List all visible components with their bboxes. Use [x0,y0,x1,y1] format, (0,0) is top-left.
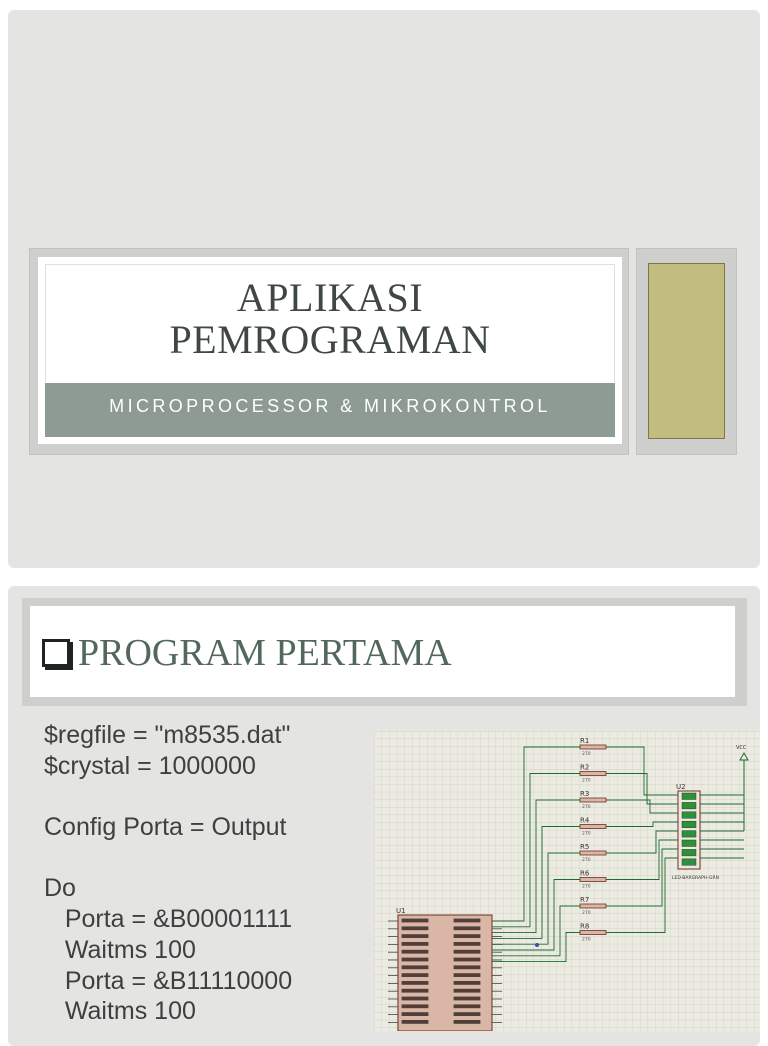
subtitle-bar [45,383,615,437]
code-line: Waitms 100 [44,935,196,964]
title-line-1: APLIKASI [236,275,424,320]
pin-name [454,950,480,953]
bargraph-segment [682,840,696,847]
slide-subtitle: MICROPROCESSOR & MIKROKONTROL [109,396,551,416]
pin-name [454,927,480,930]
bargraph-name: LED-BARGRAPH-GRN [672,876,719,881]
resistor [580,798,606,802]
resistor [580,878,606,882]
title-slide[interactable] [8,10,760,568]
pin-name [402,989,428,992]
resistor-value: 270 [582,778,591,784]
resistor-value: 270 [582,752,591,757]
pin-name [402,958,428,961]
pin-name [454,966,480,969]
heading-panel [30,606,735,697]
resistor [580,851,606,855]
pin-name [454,958,480,961]
pin-name [402,981,428,984]
title-panel [38,257,622,444]
resistor-label: R4 [580,816,590,825]
resistor [580,825,606,829]
code-line: $regfile = "m8535.dat" [44,721,291,749]
code-line [44,843,292,874]
vcc-label: VCC [736,745,747,751]
pin-name [454,981,480,984]
resistor-value: 270 [582,884,591,890]
pin-name [402,1005,428,1008]
pin-name [402,1020,428,1023]
content-slide[interactable] [8,586,760,1046]
checkbox-icon [42,639,70,667]
title-box [45,264,615,382]
resistor-label: R2 [580,763,590,772]
resistor-label: R3 [580,790,590,798]
resistor-label: R6 [580,869,590,878]
heading-frame [22,598,747,706]
pin-name [454,1020,480,1023]
resistor [580,772,606,776]
resistor-label: R8 [580,922,590,931]
chip-label: U1 [396,907,406,915]
bargraph-segment [682,859,696,866]
resistor-label: R1 [580,737,590,745]
pin-name [402,1013,428,1016]
pin-name [402,935,428,938]
accent-block [648,263,725,439]
pin-name [402,974,428,977]
pin-name [454,935,480,938]
bargraph-segment [682,793,696,800]
bargraph-segment [682,831,696,838]
accent-frame [636,248,737,455]
pin-name [454,942,480,945]
pin-name [454,989,480,992]
pin-name [402,950,428,953]
code-line: Waitms 100 [44,997,196,1026]
pin-name [454,974,480,977]
bargraph-segment [682,821,696,828]
bargraph-label: U2 [676,783,686,791]
resistor [580,904,606,908]
resistor-label: R7 [580,896,590,904]
bargraph-segment [682,812,696,819]
pin-name [454,1005,480,1008]
resistor [580,931,606,935]
pin-name [402,927,428,930]
resistor-value: 270 [582,858,591,863]
circuit-schematic [374,731,760,1031]
bargraph-segment [682,802,696,809]
resistor-label: R5 [580,843,590,851]
code-line [44,781,292,812]
probe-marker [535,943,539,947]
resistor-value: 270 [582,831,591,837]
pin-name [402,997,428,1000]
pin-name [402,966,428,969]
slide-heading [42,631,452,675]
pin-name [454,919,480,922]
code-line: Config Porta = Output [44,813,287,842]
resistor-value: 270 [582,911,591,916]
pin-name [454,1013,480,1016]
code-line: $crystal = 1000000 [44,751,256,780]
resistor-value: 270 [582,937,591,943]
pin-name [402,919,428,922]
title-frame [29,248,629,455]
title-line-2: PEMROGRAMAN [169,317,491,362]
heading-label: PROGRAM PERTAMA [78,632,452,674]
pin-name [454,997,480,1000]
resistor-value: 270 [582,805,591,810]
code-line: Do [44,874,76,903]
pin-name [402,942,428,945]
code-line: Porta = &B00001111 [44,905,293,934]
slide-title [46,277,614,361]
code-block [44,720,292,1027]
resistor [580,745,606,749]
code-line: Porta = &B11110000 [44,966,293,995]
bargraph-segment [682,849,696,856]
